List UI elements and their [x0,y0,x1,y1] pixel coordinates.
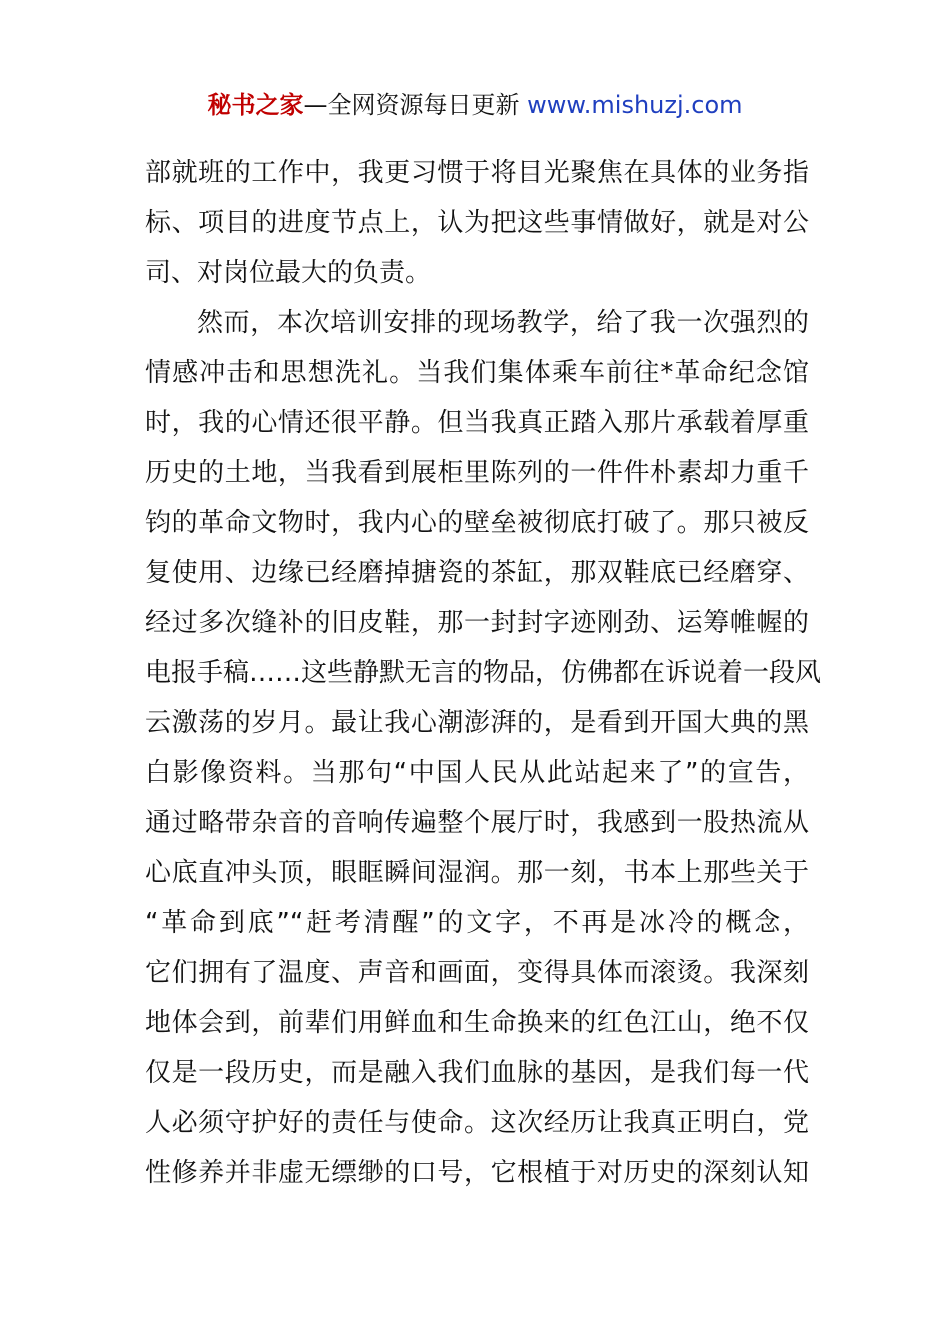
text-line: 地体会到，前辈们用鲜血和生命换来的红色江山，绝不仅 [145,1008,809,1038]
document-body [145,148,822,1198]
text-line: 复使用、边缘已经磨掉搪瓷的茶缸，那双鞋底已经磨穿、 [145,558,809,588]
text-line: 云激荡的岁月。最让我心潮澎湃的，是看到开国大典的黑 [145,708,809,738]
site-header [0,88,950,122]
text-line: 钧的革命文物时，我内心的壁垒被彻底打破了。那只被反 [145,508,809,538]
text-line: 情感冲击和思想洗礼。当我们集体乘车前往*革命纪念馆 [145,358,809,388]
text-line: 心底直冲头顶，眼眶瞬间湿润。那一刻，书本上那些关于 [145,858,809,888]
text-line: 经过多次缝补的旧皮鞋，那一封封字迹刚劲、运筹帷幄的 [145,608,809,638]
paragraph-1 [145,148,809,298]
text-line: 通过略带杂音的音响传遍整个展厅时，我感到一股热流从 [145,808,809,838]
site-brand: 秘书之家 [207,91,304,119]
text-line: “革命到底”“赶考清醒”的文字，不再是冰冷的概念， [145,908,809,938]
text-line: 仅是一段历史，而是融入我们血脉的基因，是我们每一代 [145,1058,809,1088]
text-line: 人必须守护好的责任与使命。这次经历让我真正明白，党 [145,1108,809,1138]
text-line: 电报手稿……这些静默无言的物品，仿佛都在诉说着一段风 [145,658,822,688]
text-line: 司、对岗位最大的负责。 [145,258,432,288]
text-line: 性修养并非虚无缥缈的口号，它根植于对历史的深刻认知 [145,1158,809,1188]
text-line: 部就班的工作中，我更习惯于将目光聚焦在具体的业务指 [145,158,809,188]
text-line: 然而，本次培训安排的现场教学，给了我一次强烈的 [197,308,809,338]
text-line: 标、项目的进度节点上，认为把这些事情做好，就是对公 [145,208,809,238]
paragraph-2 [145,298,822,1198]
text-line: 时，我的心情还很平静。但当我真正踏入那片承载着厚重 [145,408,809,438]
text-line: 它们拥有了温度、声音和画面，变得具体而滚烫。我深刻 [145,958,809,988]
text-line: 白影像资料。当那句“中国人民从此站起来了”的宣告， [145,758,809,788]
site-tagline: —全网资源每日更新 [303,91,528,119]
text-line: 历史的土地，当我看到展柜里陈列的一件件朴素却力重千 [145,458,809,488]
site-url-link[interactable]: www.mishuzj.com [527,91,743,119]
